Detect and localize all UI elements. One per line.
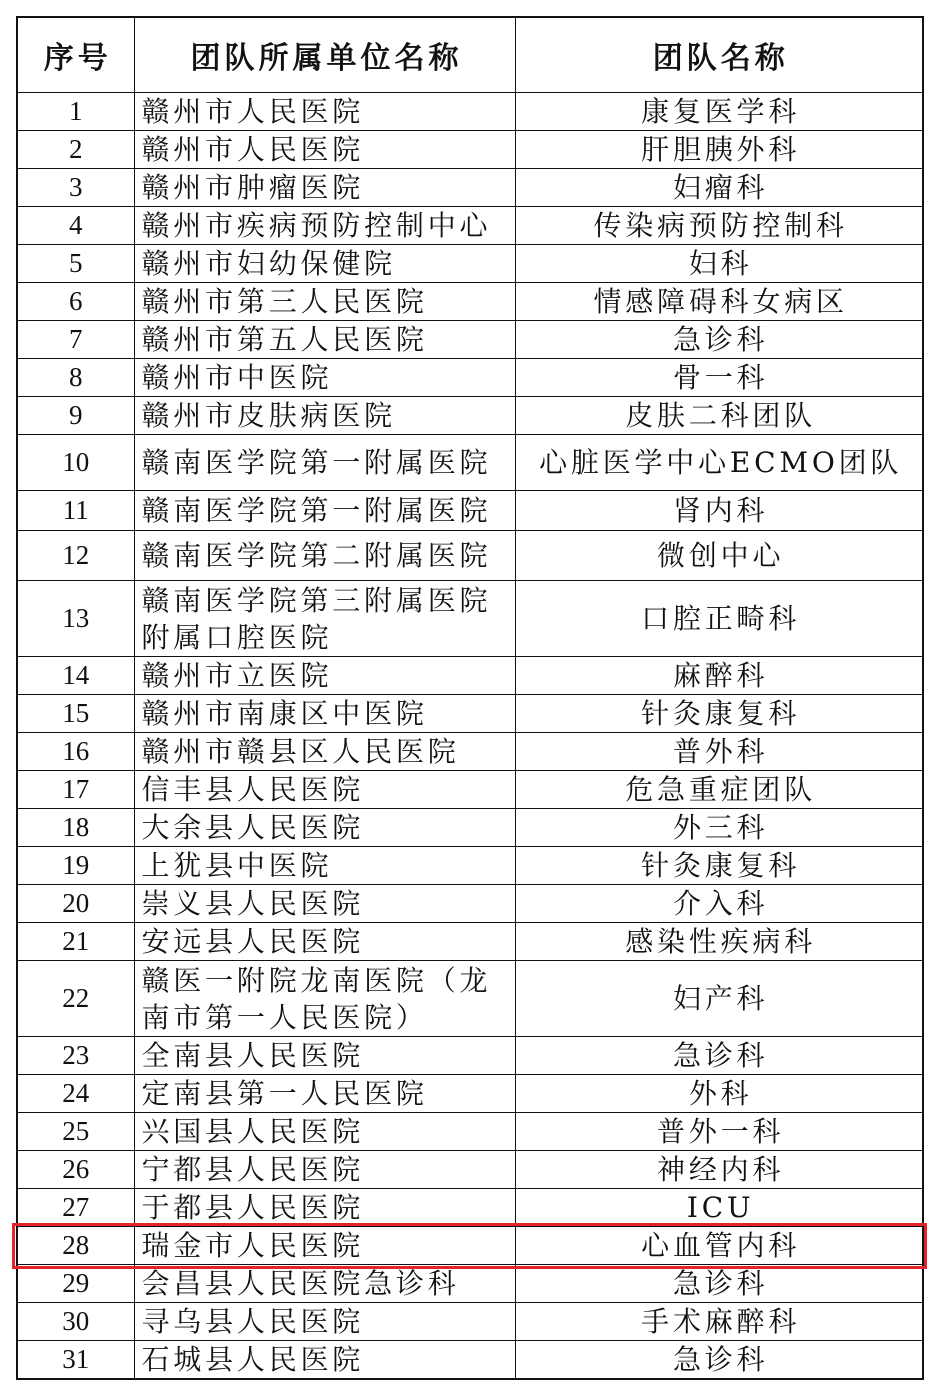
row-number: 5 <box>17 245 134 283</box>
row-number: 27 <box>17 1189 134 1227</box>
unit-name: 赣州市疾病预防控制中心 <box>134 207 515 245</box>
highlighted-table-row <box>17 1227 923 1265</box>
table-row <box>17 733 923 771</box>
table-row <box>17 1113 923 1151</box>
unit-name: 赣州市中医院 <box>134 359 515 397</box>
table-row <box>17 245 923 283</box>
table-row <box>17 695 923 733</box>
team-name: 介入科 <box>515 885 923 923</box>
row-number: 7 <box>17 321 134 359</box>
team-name: 针灸康复科 <box>515 847 923 885</box>
row-number: 17 <box>17 771 134 809</box>
column-header-team: 团队名称 <box>515 17 923 93</box>
table-row <box>17 491 923 531</box>
table-row <box>17 207 923 245</box>
row-number: 8 <box>17 359 134 397</box>
row-number: 14 <box>17 657 134 695</box>
table-row <box>17 359 923 397</box>
team-name: 普外一科 <box>515 1113 923 1151</box>
row-number: 22 <box>17 961 134 1037</box>
table-row <box>17 1303 923 1341</box>
team-name: 外三科 <box>515 809 923 847</box>
table-row <box>17 321 923 359</box>
unit-name: 宁都县人民医院 <box>134 1151 515 1189</box>
row-number: 2 <box>17 131 134 169</box>
row-number: 13 <box>17 581 134 657</box>
team-name: 急诊科 <box>515 321 923 359</box>
table-row <box>17 1265 923 1303</box>
table-row <box>17 531 923 581</box>
unit-name: 石城县人民医院 <box>134 1341 515 1380</box>
team-name: 外科 <box>515 1075 923 1113</box>
unit-name: 会昌县人民医院急诊科 <box>134 1265 515 1303</box>
header-row <box>17 17 923 93</box>
row-number: 11 <box>17 491 134 531</box>
team-name: 手术麻醉科 <box>515 1303 923 1341</box>
unit-name: 上犹县中医院 <box>134 847 515 885</box>
table-row <box>17 131 923 169</box>
team-name: 心脏医学中心ECMO团队 <box>515 435 923 491</box>
table-row <box>17 1341 923 1380</box>
unit-name: 赣州市皮肤病医院 <box>134 397 515 435</box>
row-number: 10 <box>17 435 134 491</box>
team-name: 感染性疾病科 <box>515 923 923 961</box>
team-name: 妇产科 <box>515 961 923 1037</box>
team-name: 口腔正畸科 <box>515 581 923 657</box>
unit-name: 赣医一附院龙南医院（龙南市第一人民医院） <box>134 961 515 1037</box>
team-name: 妇科 <box>515 245 923 283</box>
team-name: 心血管内科 <box>515 1227 923 1265</box>
team-name: 危急重症团队 <box>515 771 923 809</box>
unit-name: 赣州市妇幼保健院 <box>134 245 515 283</box>
table-row <box>17 1151 923 1189</box>
team-name: 肝胆胰外科 <box>515 131 923 169</box>
row-number: 4 <box>17 207 134 245</box>
row-number: 12 <box>17 531 134 581</box>
unit-name: 赣南医学院第二附属医院 <box>134 531 515 581</box>
unit-name: 赣州市第三人民医院 <box>134 283 515 321</box>
unit-name: 寻乌县人民医院 <box>134 1303 515 1341</box>
unit-name: 崇义县人民医院 <box>134 885 515 923</box>
row-number: 21 <box>17 923 134 961</box>
unit-name: 赣南医学院第一附属医院 <box>134 491 515 531</box>
table-row <box>17 809 923 847</box>
row-number: 19 <box>17 847 134 885</box>
team-name: 急诊科 <box>515 1037 923 1075</box>
unit-name: 大余县人民医院 <box>134 809 515 847</box>
unit-name: 赣州市南康区中医院 <box>134 695 515 733</box>
team-list-table <box>16 16 924 1380</box>
table-row <box>17 435 923 491</box>
row-number: 9 <box>17 397 134 435</box>
team-name: 急诊科 <box>515 1265 923 1303</box>
unit-name: 安远县人民医院 <box>134 923 515 961</box>
unit-name: 于都县人民医院 <box>134 1189 515 1227</box>
row-number: 1 <box>17 93 134 131</box>
unit-name: 赣州市赣县区人民医院 <box>134 733 515 771</box>
table-row <box>17 847 923 885</box>
team-name: 微创中心 <box>515 531 923 581</box>
team-name: 骨一科 <box>515 359 923 397</box>
row-number: 6 <box>17 283 134 321</box>
unit-name: 兴国县人民医院 <box>134 1113 515 1151</box>
table-row <box>17 93 923 131</box>
table-row <box>17 771 923 809</box>
team-name: 急诊科 <box>515 1341 923 1380</box>
team-name: 情感障碍科女病区 <box>515 283 923 321</box>
team-name: 皮肤二科团队 <box>515 397 923 435</box>
unit-name: 全南县人民医院 <box>134 1037 515 1075</box>
row-number: 25 <box>17 1113 134 1151</box>
row-number: 28 <box>17 1227 134 1265</box>
unit-name: 赣南医学院第三附属医院附属口腔医院 <box>134 581 515 657</box>
team-name: 传染病预防控制科 <box>515 207 923 245</box>
team-name: ICU <box>515 1189 923 1227</box>
table-row <box>17 283 923 321</box>
unit-name: 赣州市第五人民医院 <box>134 321 515 359</box>
team-name: 普外科 <box>515 733 923 771</box>
column-header-no: 序号 <box>17 17 134 93</box>
table-row <box>17 1189 923 1227</box>
row-number: 29 <box>17 1265 134 1303</box>
unit-name: 赣州市人民医院 <box>134 131 515 169</box>
unit-name: 瑞金市人民医院 <box>134 1227 515 1265</box>
table-row <box>17 923 923 961</box>
row-number: 16 <box>17 733 134 771</box>
row-number: 24 <box>17 1075 134 1113</box>
row-number: 20 <box>17 885 134 923</box>
table-row <box>17 581 923 657</box>
unit-name: 赣州市肿瘤医院 <box>134 169 515 207</box>
row-number: 26 <box>17 1151 134 1189</box>
table-row <box>17 169 923 207</box>
unit-name: 赣州市立医院 <box>134 657 515 695</box>
table-row <box>17 885 923 923</box>
team-name: 针灸康复科 <box>515 695 923 733</box>
team-name: 神经内科 <box>515 1151 923 1189</box>
team-name: 麻醉科 <box>515 657 923 695</box>
unit-name: 信丰县人民医院 <box>134 771 515 809</box>
table-row <box>17 397 923 435</box>
row-number: 15 <box>17 695 134 733</box>
unit-name: 赣南医学院第一附属医院 <box>134 435 515 491</box>
unit-name: 定南县第一人民医院 <box>134 1075 515 1113</box>
unit-name: 赣州市人民医院 <box>134 93 515 131</box>
row-number: 23 <box>17 1037 134 1075</box>
row-number: 30 <box>17 1303 134 1341</box>
row-number: 31 <box>17 1341 134 1380</box>
team-name: 康复医学科 <box>515 93 923 131</box>
table-row <box>17 657 923 695</box>
team-name: 妇瘤科 <box>515 169 923 207</box>
row-number: 3 <box>17 169 134 207</box>
table-row <box>17 1037 923 1075</box>
table-row <box>17 961 923 1037</box>
team-name: 肾内科 <box>515 491 923 531</box>
column-header-unit: 团队所属单位名称 <box>134 17 515 93</box>
row-number: 18 <box>17 809 134 847</box>
table-row <box>17 1075 923 1113</box>
